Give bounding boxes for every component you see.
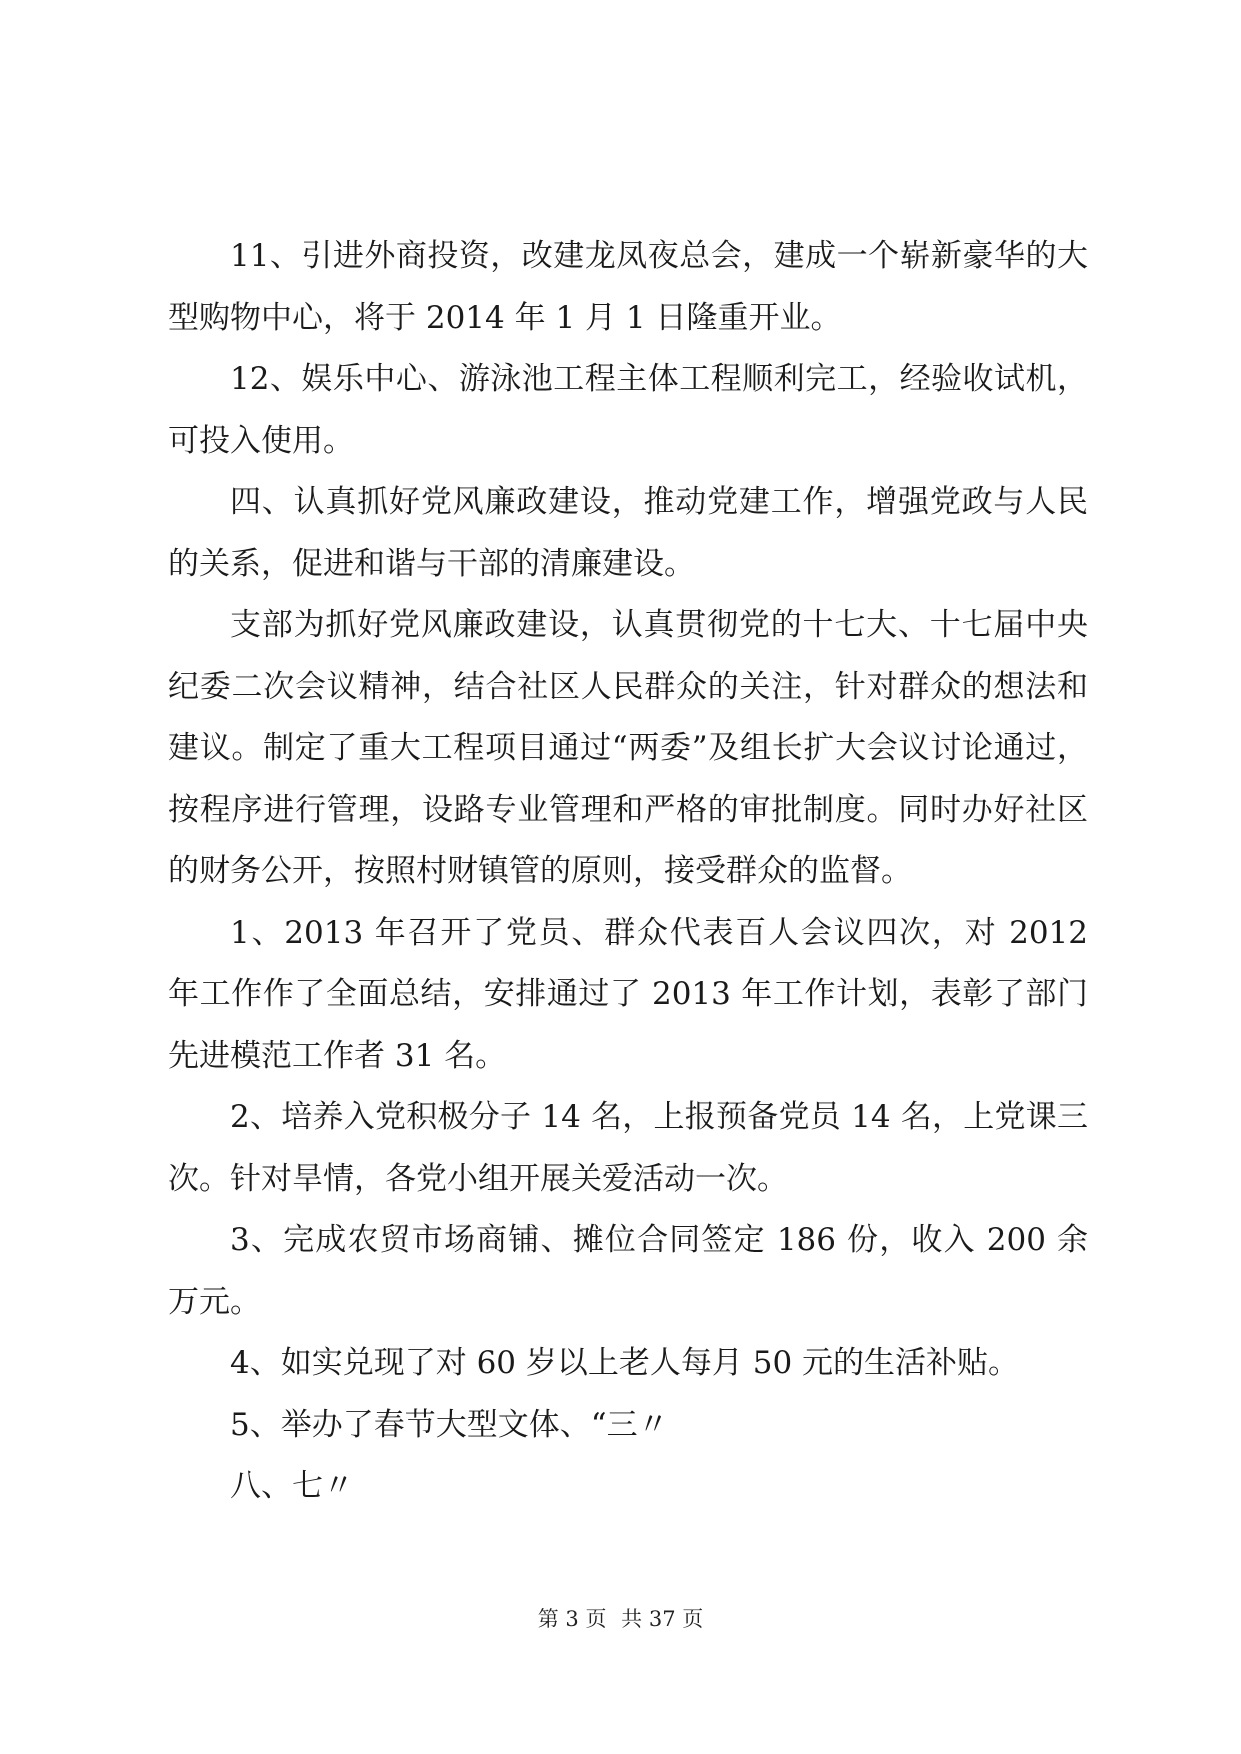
page-footer xyxy=(0,1603,1241,1633)
paragraph-item-4: 4、如实兑现了对 60 岁以上老人每月 50 元的生活补贴。 xyxy=(230,1345,1020,1381)
paragraph-party-building: 支部为抓好党风廉政建设，认真贯彻党的十七大、十七届中央纪委二次会议精神，结合社区人民群众的关注，针对群众的想法和建议。制定了重大工程项目通过“两委”及组长扩大会议讨论通过，按程序进行管理，设路专业管理和严格的审批制度。同时办好社区的财务公开，按照村财镇管的原则，接受群众的监督。 xyxy=(168,607,1088,889)
document-body xyxy=(168,226,1088,1518)
paragraph-item-5: 5、举办了春节大型文体、“三〃 xyxy=(230,1406,669,1443)
paragraph-item-3: 3、完成农贸市场商铺、摊位合同签定 186 份，收入 200 余万元。 xyxy=(168,1222,1088,1320)
paragraph-item-1: 1、2013 年召开了党员、群众代表百人会议四次，对 2012 年工作作了全面总结，安排通过了 2013 年工作计划，表彰了部门先进模范工作者 31 名。 xyxy=(168,914,1088,1074)
paragraph-item-12: 12、娱乐中心、游泳池工程主体工程顺利完工，经验收试机，可投入使用。 xyxy=(168,361,1088,459)
paragraph-item-2: 2、培养入党积极分子 14 名，上报预备党员 14 名，上党课三次。针对旱情，各党小组开展关爱活动一次。 xyxy=(168,1099,1088,1197)
page-total: 共 37 页 xyxy=(621,1607,704,1631)
section-heading-4: 四、认真抓好党风廉政建设，推动党建工作，增强党政与人民的关系，促进和谐与干部的清廉建设。 xyxy=(168,484,1088,582)
paragraph-item-11: 11、引进外商投资，改建龙凤夜总会，建成一个崭新豪华的大型购物中心，将于 2014 年 1 月 1 日隆重开业。 xyxy=(168,238,1088,336)
paragraph-fragment: 八、七〃 xyxy=(230,1468,354,1504)
page-number: 第 3 页 xyxy=(537,1607,607,1631)
